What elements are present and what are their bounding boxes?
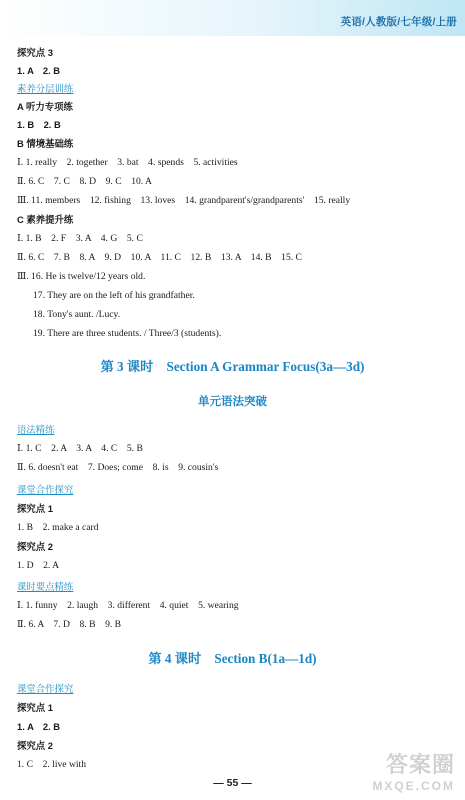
- answer-line: 1. C 2. live with: [17, 759, 87, 770]
- answer-line: 17. They are on the left of his grandfather.: [33, 290, 195, 301]
- subsection-heading: 素养分层训练: [17, 83, 74, 94]
- answer-line: 1. A 2. B: [17, 65, 61, 76]
- watermark-logo: [372, 748, 455, 793]
- answer-line: 1. B 2. make a card: [17, 522, 99, 533]
- section-label: 探究点 2: [17, 740, 53, 751]
- answer-line: Ⅰ. 1. really 2. together 3. bat 4. spends 5. activities: [17, 157, 238, 168]
- answer-line: 1. B 2. B: [17, 119, 61, 130]
- lesson-title: 第 3 课时 Section A Grammar Focus(3a—3d): [100, 359, 365, 374]
- subsection-heading: 课堂合作探究: [17, 683, 74, 694]
- answer-line: Ⅱ. 6. doesn't eat 7. Does; come 8. is 9. cousin's: [17, 462, 219, 473]
- section-label: B 情境基础练: [17, 138, 74, 149]
- watermark-url: MXQE.COM: [372, 779, 455, 793]
- answer-line: Ⅰ. 1. B 2. F 3. A 4. G 5. C: [17, 233, 143, 244]
- section-label: 探究点 3: [17, 47, 53, 58]
- answer-line: Ⅰ. 1. funny 2. laugh 3. different 4. quiet 5. wearing: [17, 600, 239, 611]
- answer-line: 19. There are three students. / Three/3 (students).: [33, 328, 222, 339]
- answer-line: 1. D 2. A: [17, 560, 60, 571]
- subsection-heading: 语法精练: [17, 424, 55, 435]
- section-label: 探究点 1: [17, 503, 53, 514]
- watermark-text: 答案圈: [385, 752, 455, 777]
- answer-line: Ⅲ. 11. members 12. fishing 13. loves 14. grandparent's/grandparents' 15. really: [17, 195, 351, 206]
- answer-line: 18. Tony's aunt. /Lucy.: [33, 309, 121, 320]
- answer-line: Ⅱ. 6. C 7. B 8. A 9. D 10. A 11. C 12. B 13. A 14. B 15. C: [17, 252, 302, 263]
- section-label: 探究点 1: [17, 702, 53, 713]
- page-number: — 55 —: [213, 777, 252, 789]
- subsection-heading: 课堂合作探究: [17, 484, 74, 495]
- header-title: 英语/人教版/七年级/上册: [340, 16, 457, 28]
- answer-line: 1. A 2. B: [17, 721, 61, 732]
- lesson-title: 第 4 课时 Section B(1a—1d): [148, 651, 317, 666]
- unit-heading: 单元语法突破: [198, 396, 267, 408]
- section-label: A 听力专项练: [17, 101, 73, 112]
- subsection-heading: 课时要点精练: [17, 581, 74, 592]
- answer-line: Ⅲ. 16. He is twelve/12 years old.: [17, 271, 146, 282]
- section-label: 探究点 2: [17, 541, 53, 552]
- section-label: C 素养提升练: [17, 214, 74, 225]
- answer-line: Ⅰ. 1. C 2. A 3. A 4. C 5. B: [17, 443, 143, 454]
- answer-line: Ⅱ. 6. C 7. C 8. D 9. C 10. A: [17, 176, 152, 187]
- answer-line: Ⅱ. 6. A 7. D 8. B 9. B: [17, 619, 122, 630]
